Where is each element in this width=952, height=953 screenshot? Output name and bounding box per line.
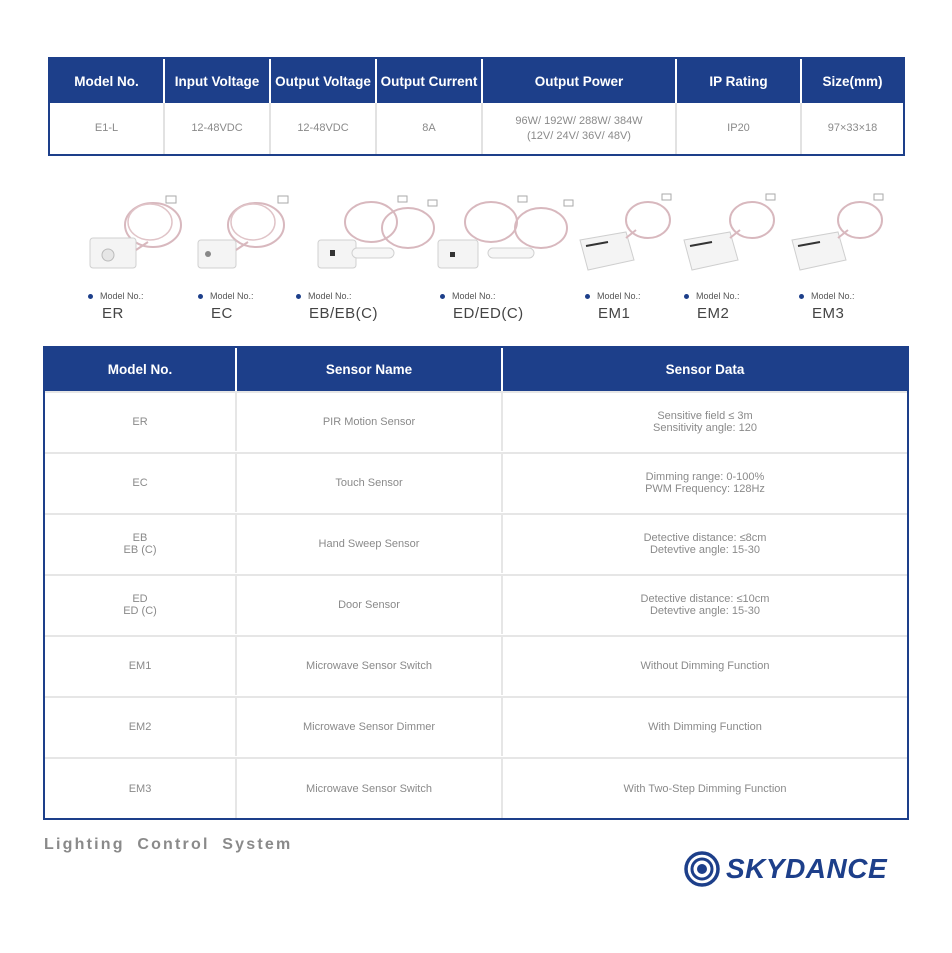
table-row (45, 757, 907, 818)
row-model: EM1 (128, 660, 152, 672)
sensor-header-name: Sensor Name (325, 362, 413, 377)
spec-cell-ip-rating: IP20 (727, 122, 750, 134)
row-model: EC (132, 477, 148, 489)
sensor-header-data: Sensor Data (665, 362, 745, 377)
row-sensor-name: Hand Sweep Sensor (318, 538, 420, 550)
row-model: EM3 (128, 782, 152, 795)
spec-table-header (50, 59, 903, 103)
spec-table-row (50, 103, 903, 154)
spec-table (48, 57, 905, 156)
row-model: ER (132, 416, 148, 428)
brand-logo-icon (684, 851, 720, 887)
row-sensor-data: Without Dimming Function (640, 660, 770, 672)
product-code-em3: EM3 (812, 305, 845, 322)
product-code-em2: EM2 (697, 305, 730, 322)
table-row (45, 635, 907, 695)
microwave-module-image (682, 190, 782, 275)
pir-sensor-image (88, 190, 188, 275)
product-label-em3 (799, 291, 855, 301)
row-model: EB EB (C) (123, 532, 157, 556)
bullet-icon (88, 294, 93, 299)
brand-logo (684, 851, 887, 887)
product-prefix: Model No.: (696, 291, 740, 301)
product-gallery (0, 185, 952, 325)
table-row (45, 696, 907, 756)
spec-header-model: Model No. (74, 73, 139, 89)
product-prefix: Model No.: (597, 291, 641, 301)
microwave-module-image (578, 190, 678, 275)
door-sensor-image (436, 190, 576, 275)
product-label-eb (296, 291, 352, 301)
spec-header-output-voltage: Output Voltage (275, 73, 371, 89)
product-prefix: Model No.: (210, 291, 254, 301)
row-sensor-data: Detective distance: ≤10cm Detevtive angle: 15-30 (640, 593, 770, 617)
row-model: EM2 (128, 721, 152, 733)
spec-header-input-voltage: Input Voltage (174, 73, 260, 89)
bullet-icon (198, 294, 203, 299)
sensor-header-model: Model No. (107, 362, 173, 377)
product-prefix: Model No.: (452, 291, 496, 301)
row-model: ED ED (C) (123, 593, 157, 617)
touch-sensor-image (196, 190, 296, 275)
sensor-table-header (45, 348, 907, 391)
row-sensor-data: Detective distance: ≤8cm Detevtive angle: 15-30 (643, 532, 767, 556)
row-sensor-data: Sensitive field ≤ 3m Sensitivity angle: 120 (653, 410, 757, 434)
row-sensor-data: Dimming range: 0-100% PWM Frequency: 128Hz (645, 471, 765, 495)
product-label-em1 (585, 291, 641, 301)
product-label-ec (198, 291, 254, 301)
product-label-ed (440, 291, 496, 301)
table-row (45, 391, 907, 451)
table-row (45, 574, 907, 634)
microwave-module-image (790, 190, 890, 275)
spec-cell-size: 97×33×18 (827, 122, 878, 134)
row-sensor-data: With Two-Step Dimming Function (623, 782, 787, 795)
row-sensor-name: Microwave Sensor Dimmer (302, 721, 436, 733)
spec-cell-input-voltage: 12-48VDC (191, 122, 243, 134)
table-row (45, 452, 907, 512)
row-sensor-name: Door Sensor (338, 599, 400, 611)
spec-cell-output-current: 8A (422, 122, 436, 134)
table-row (45, 513, 907, 573)
spec-cell-output-voltage: 12-48VDC (297, 122, 349, 134)
row-sensor-name: Touch Sensor (335, 477, 403, 489)
product-prefix: Model No.: (308, 291, 352, 301)
sensor-table (43, 346, 909, 820)
product-prefix: Model No.: (100, 291, 144, 301)
product-code-em1: EM1 (598, 305, 631, 322)
spec-header-ip-rating: IP Rating (709, 73, 768, 89)
product-prefix: Model No.: (811, 291, 855, 301)
bullet-icon (296, 294, 301, 299)
product-label-er (88, 291, 144, 301)
bullet-icon (684, 294, 689, 299)
product-code-eb: EB/EB(C) (309, 305, 379, 322)
bullet-icon (585, 294, 590, 299)
spec-header-output-power: Output Power (534, 73, 624, 89)
spec-cell-model: E1-L (94, 122, 119, 134)
bullet-icon (440, 294, 445, 299)
row-sensor-name: Microwave Sensor Switch (306, 782, 432, 795)
spec-header-size: Size(mm) (822, 73, 883, 89)
product-label-em2 (684, 291, 740, 301)
spec-cell-output-power: 96W/ 192W/ 288W/ 384W (12V/ 24V/ 36V/ 48V) (515, 114, 643, 142)
brand-name: SKYDANCE (726, 853, 888, 884)
spec-header-output-current: Output Current (380, 73, 478, 89)
bullet-icon (799, 294, 804, 299)
footer-title: Lighting Control System (44, 836, 293, 853)
hand-sweep-sensor-image (316, 190, 441, 275)
product-code-ed: ED/ED(C) (453, 305, 524, 322)
row-sensor-data: With Dimming Function (648, 721, 762, 733)
product-code-ec: EC (211, 305, 233, 322)
row-sensor-name: Microwave Sensor Switch (306, 660, 432, 672)
row-sensor-name: PIR Motion Sensor (322, 416, 416, 428)
product-code-er: ER (102, 305, 124, 322)
